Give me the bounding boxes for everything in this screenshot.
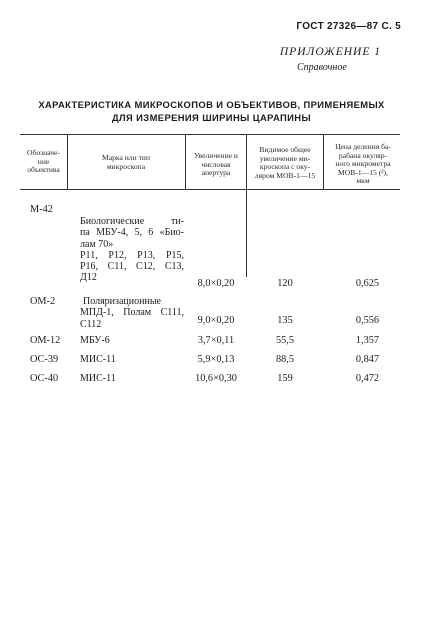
cell-total: 135 xyxy=(277,315,293,326)
appendix-label: ПРИЛОЖЕНИЕ 1 xyxy=(279,46,381,58)
cell-division: 0,472 xyxy=(355,373,380,384)
cell-total: 159 xyxy=(277,373,293,384)
cell-magnification: 8,0×0,20 xyxy=(197,278,235,289)
cell-mark: МБУ-6 xyxy=(80,335,110,346)
table-header-rule xyxy=(20,189,400,190)
cell-total: 55,5 xyxy=(275,335,295,346)
cell-designation: ОМ-12 xyxy=(30,335,61,346)
header-designation: Обозначе- ние объектива xyxy=(27,148,60,175)
cell-designation: ОМ-2 xyxy=(30,296,56,307)
cell-division: 0,625 xyxy=(355,278,380,289)
table-title-line-1: ХАРАКТЕРИСТИКА МИКРОСКОПОВ И ОБЪЕКТИВОВ, ПРИМЕНЯЕМЫХ xyxy=(38,99,385,110)
header-total-magnification: Видимое общее увеличение ми- кроскопа с оку- ляром МОВ-1—15 xyxy=(254,145,316,180)
cell-total: 88,5 xyxy=(275,354,295,365)
cell-mark: Поляризационные МПД-1, Полам С111, С112 xyxy=(80,296,184,330)
table-top-rule xyxy=(20,134,400,135)
header-division-value: Цена деления ба- рабана окуляр- ного микрометра МОВ-1—15 (²), мкм xyxy=(335,142,391,186)
header-mark: Марка или тип микроскопа xyxy=(101,153,151,171)
cell-division: 0,847 xyxy=(355,354,380,365)
cell-magnification: 5,9×0,13 xyxy=(197,354,235,365)
cell-division: 0,556 xyxy=(355,315,380,326)
cell-designation: ОС-40 xyxy=(30,373,59,384)
cell-mark: МИС-11 xyxy=(80,354,116,365)
cell-mark: Биологические ти- па МБУ-4, 5, 6 «Био- лам 70» Р11, Р12, Р13, Р15, Р16, С11, С12, С13, Д12 xyxy=(80,216,184,284)
cell-magnification: 3,7×0,11 xyxy=(197,335,235,346)
cell-magnification: 10,6×0,30 xyxy=(195,373,237,384)
header-magnification: Увеличение и числовая апертура xyxy=(194,151,238,178)
cell-total: 120 xyxy=(277,278,293,289)
cell-mark: МИС-11 xyxy=(80,373,116,384)
cell-magnification: 9,0×0,20 xyxy=(197,315,235,326)
table-title-line-2: ДЛЯ ИЗМЕРЕНИЯ ШИРИНЫ ЦАРАПИНЫ xyxy=(111,112,312,123)
cell-designation: М-42 xyxy=(30,204,53,215)
appendix-status: Справочное xyxy=(297,62,347,73)
cell-designation: ОС-39 xyxy=(30,354,59,365)
document-reference: ГОСТ 27326—87 С. 5 xyxy=(296,21,401,32)
cell-division: 1,357 xyxy=(355,335,380,346)
column-divider-body xyxy=(246,189,247,277)
